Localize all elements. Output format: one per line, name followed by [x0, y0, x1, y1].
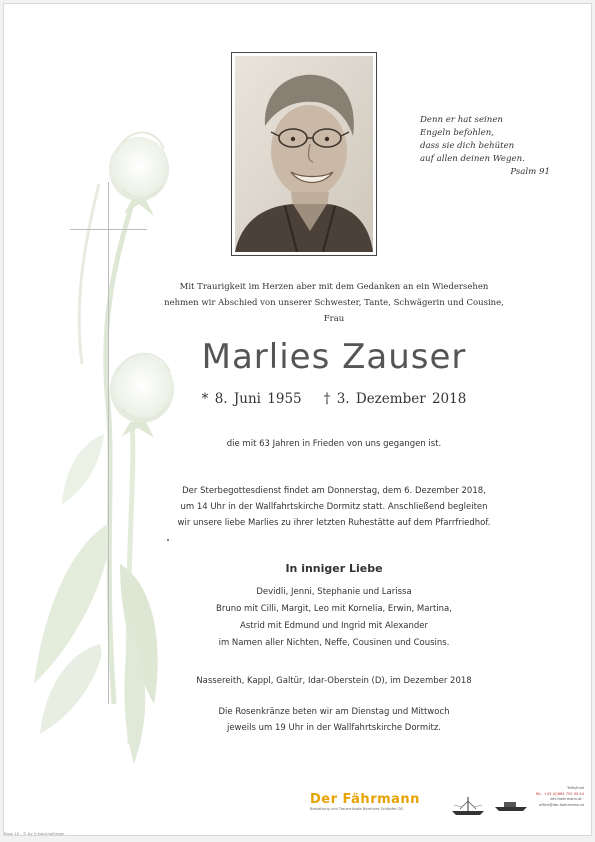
psalm-line: Engeln befohlen,: [420, 128, 494, 138]
psalm-line: Denn er hat seinen: [420, 115, 503, 125]
age-text: die mit 63 Jahren in Frieden von uns gegangen ist.: [226, 439, 442, 449]
boat-icon: [450, 795, 488, 817]
funeral-home-logo: [310, 792, 420, 812]
psalm-reference: Psalm 91: [510, 167, 550, 177]
portrait-photo: [235, 56, 373, 252]
psalm-line: dass sie dich behüten: [420, 141, 515, 151]
intro-line: Frau: [323, 314, 345, 324]
service-line: um 14 Uhr in der Wallfahrtskirche Dormitz statt. Anschließend begleiten: [180, 502, 488, 512]
deceased-name: Marlies Zauser: [201, 337, 467, 377]
portrait-frame: [231, 52, 377, 256]
contact-line: Tel.: +43 (0)664 755 99 44: [535, 791, 584, 796]
obituary-page: [3, 3, 592, 836]
mourners-list: [134, 584, 534, 652]
cross-horizontal-line: [70, 229, 147, 230]
mourners-heading: In inniger Liebe: [285, 562, 383, 575]
mourners-line: Astrid mit Edmund und Ingrid mit Alexander: [240, 621, 428, 631]
rosary-line: jeweils um 19 Uhr in der Wallfahrtskirche Dormitz.: [226, 723, 442, 733]
mourners-line: Devidli, Jenni, Stephanie und Larissa: [256, 587, 412, 597]
psalm-quote: [420, 114, 560, 179]
mourners-line: im Namen aller Nichten, Neffe, Cousinen und Cousins.: [218, 638, 450, 648]
funeral-service-text: [134, 483, 534, 531]
birth-date: * 8. Juni 1955: [201, 391, 302, 407]
rosary-line: Die Rosenkränze beten wir am Dienstag und Mittwoch: [218, 707, 450, 717]
psalm-line: auf allen deinen Wegen.: [420, 154, 525, 164]
intro-line: Mit Traurigkeit im Herzen aber mit dem Gedanken an ein Wiedersehen: [179, 282, 489, 292]
place-date: Nassereith, Kappl, Galtür, Idar-Oberstein (D), im Dezember 2018: [196, 676, 472, 686]
intro-text: [134, 279, 534, 327]
service-line: wir unsere liebe Marlies zu ihrer letzten Ruhestätte auf dem Pfarrfriedhof.: [177, 518, 491, 528]
intro-line: nehmen wir Abschied von unserer Schwester, Tante, Schwägerin und Cousine,: [164, 298, 504, 308]
mourners-line: Bruno mit Cilli, Margit, Leo mit Kornelia, Erwin, Martina,: [216, 604, 452, 614]
service-line: Der Sterbegottesdienst findet am Donnerstag, dem 6. Dezember 2018,: [182, 486, 486, 496]
cross-vertical-line: [108, 182, 109, 704]
death-date: † 3. Dezember 2018: [323, 391, 467, 407]
contact-line: Telfs/Imst: [567, 786, 584, 790]
brand-subtitle: Bestattung und Trauerrituale Bernhard Schöpfer-OG: [310, 807, 404, 811]
contact-info: [534, 786, 584, 808]
life-dates: [134, 390, 534, 408]
contact-line: der-faehrmann.at · office@der-faehrmann.at: [539, 797, 584, 807]
image-credit: Rose 10 - © by U.Hochhaltinger: [4, 831, 65, 836]
rosary-text: [134, 704, 534, 736]
ferry-icon: [494, 799, 528, 813]
stray-dot: [167, 539, 169, 541]
brand-name: Der Fährmann: [310, 792, 420, 807]
